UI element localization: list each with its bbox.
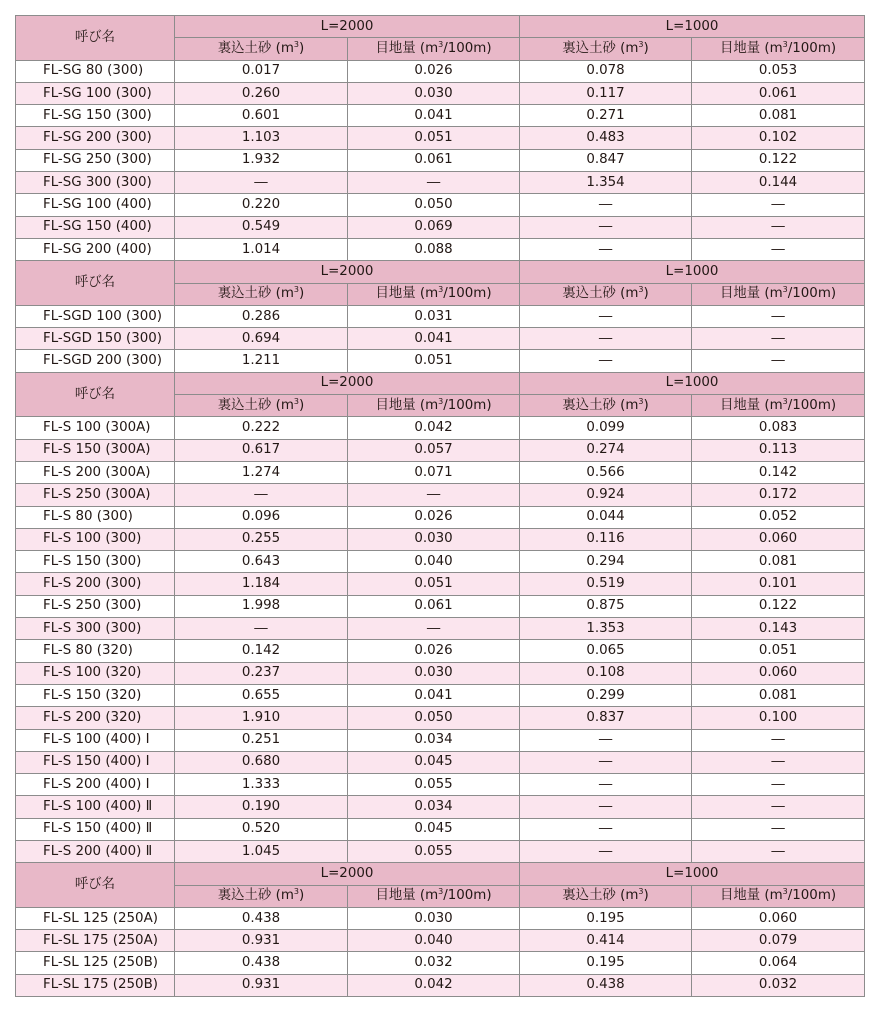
product-name: FL-S 150 (320) (16, 684, 175, 706)
table-row (16, 105, 865, 127)
backfill-soil-l2000: ― (175, 484, 348, 506)
backfill-soil-l1000: 0.414 (520, 930, 692, 952)
table-row (16, 818, 865, 840)
product-name: FL-S 100 (320) (16, 662, 175, 684)
backfill-soil-l2000: 0.190 (175, 796, 348, 818)
backfill-soil-l2000: 1.910 (175, 707, 348, 729)
product-name: FL-S 150 (400) Ⅰ (16, 751, 175, 773)
joint-volume-l1000: 0.100 (692, 707, 865, 729)
product-name: FL-SG 80 (300) (16, 60, 175, 82)
backfill-soil-l1000: 1.354 (520, 172, 692, 194)
joint-volume-l1000: ― (692, 328, 865, 350)
joint-label: 目地量 (m (719, 397, 783, 413)
backfill-soil-l2000: 0.680 (175, 751, 348, 773)
backfill-soil-l1000: ― (520, 328, 692, 350)
header-l1000: L=1000 (520, 863, 865, 885)
backfill-soil-l1000: 0.438 (520, 974, 692, 996)
backfill-soil-l1000: ― (520, 350, 692, 372)
backfill-soil-l1000: 0.099 (520, 417, 692, 439)
joint-unit-exponent: 3 (438, 396, 444, 406)
header-joint-volume (348, 38, 520, 60)
table-row (16, 216, 865, 238)
joint-unit-exponent: 3 (438, 285, 444, 295)
backfill-soil-l1000: 0.875 (520, 595, 692, 617)
backfill-soil-l2000: 0.438 (175, 952, 348, 974)
header-joint-volume (692, 885, 865, 907)
backfill-soil-l2000: 1.333 (175, 774, 348, 796)
joint-volume-l1000: 0.102 (692, 127, 865, 149)
soil-label: 裏込土砂 (m (562, 286, 639, 302)
backfill-soil-l1000: ― (520, 216, 692, 238)
soil-label: 裏込土砂 (m (217, 40, 294, 56)
product-name: FL-S 150 (300) (16, 551, 175, 573)
joint-volume-l1000: 0.144 (692, 172, 865, 194)
joint-volume-l2000: 0.055 (348, 840, 520, 862)
joint-volume-l1000: 0.081 (692, 684, 865, 706)
header-l1000: L=1000 (520, 261, 865, 283)
backfill-soil-l2000: 0.655 (175, 684, 348, 706)
backfill-soil-l2000: 1.014 (175, 238, 348, 260)
header-joint-volume (692, 283, 865, 305)
product-name: FL-S 100 (400) Ⅱ (16, 796, 175, 818)
header-name: 呼び名 (16, 16, 175, 61)
backfill-soil-l2000: 0.220 (175, 194, 348, 216)
backfill-soil-l2000: 0.255 (175, 528, 348, 550)
table-row (16, 127, 865, 149)
joint-volume-l2000: 0.041 (348, 105, 520, 127)
joint-volume-l2000: 0.061 (348, 595, 520, 617)
backfill-soil-l2000: 1.932 (175, 149, 348, 171)
table-row (16, 484, 865, 506)
table-row (16, 840, 865, 862)
backfill-soil-l2000: 0.222 (175, 417, 348, 439)
backfill-soil-l2000: 0.694 (175, 328, 348, 350)
joint-volume-l1000: ― (692, 751, 865, 773)
header-l2000: L=2000 (175, 16, 520, 38)
joint-volume-l2000: 0.057 (348, 439, 520, 461)
joint-unit-exponent: 3 (782, 396, 788, 406)
header-l1000: L=1000 (520, 16, 865, 38)
joint-volume-l1000: 0.122 (692, 149, 865, 171)
joint-volume-l1000: ― (692, 774, 865, 796)
backfill-soil-l2000: 0.017 (175, 60, 348, 82)
backfill-soil-l2000: 1.211 (175, 350, 348, 372)
joint-volume-l2000: 0.051 (348, 573, 520, 595)
section-header-fl-sgd (16, 261, 865, 283)
joint-volume-l1000: ― (692, 840, 865, 862)
table-row (16, 194, 865, 216)
table-row (16, 662, 865, 684)
joint-label-end: /100m) (787, 40, 837, 56)
volume-table (15, 15, 864, 997)
joint-volume-l2000: 0.041 (348, 328, 520, 350)
table-row (16, 751, 865, 773)
product-name: FL-SL 175 (250A) (16, 930, 175, 952)
joint-label: 目地量 (m (719, 286, 783, 302)
joint-volume-l1000: ― (692, 729, 865, 751)
joint-volume-l1000: ― (692, 216, 865, 238)
backfill-soil-l1000: 0.065 (520, 640, 692, 662)
backfill-soil-l1000: ― (520, 818, 692, 840)
backfill-soil-l1000: 0.108 (520, 662, 692, 684)
joint-volume-l1000: 0.060 (692, 662, 865, 684)
backfill-soil-l2000: 1.103 (175, 127, 348, 149)
joint-volume-l2000: 0.045 (348, 751, 520, 773)
joint-volume-l1000: ― (692, 194, 865, 216)
table-row (16, 417, 865, 439)
joint-volume-l2000: 0.034 (348, 796, 520, 818)
backfill-soil-l2000: 0.549 (175, 216, 348, 238)
product-name: FL-SG 300 (300) (16, 172, 175, 194)
backfill-soil-l2000: 1.045 (175, 840, 348, 862)
soil-label: 裏込土砂 (m (217, 888, 294, 904)
backfill-soil-l2000: 0.286 (175, 305, 348, 327)
joint-volume-l2000: ― (348, 484, 520, 506)
table-row (16, 729, 865, 751)
backfill-soil-l2000: ― (175, 618, 348, 640)
soil-label-end: ) (643, 888, 649, 904)
header-name: 呼び名 (16, 261, 175, 306)
joint-label-end: /100m) (443, 286, 492, 302)
soil-unit-exponent: 3 (293, 285, 299, 295)
joint-label-end: /100m) (443, 397, 492, 413)
product-name: FL-SGD 200 (300) (16, 350, 175, 372)
table-row (16, 305, 865, 327)
joint-volume-l1000: 0.113 (692, 439, 865, 461)
backfill-soil-l1000: 0.274 (520, 439, 692, 461)
soil-label-end: ) (298, 286, 305, 302)
backfill-soil-l2000: 1.184 (175, 573, 348, 595)
backfill-soil-l1000: ― (520, 774, 692, 796)
soil-label-end: ) (298, 40, 305, 56)
header-backfill-soil (520, 283, 692, 305)
backfill-soil-l2000: 0.601 (175, 105, 348, 127)
section-header-fl-s (16, 372, 865, 394)
joint-volume-l2000: 0.041 (348, 684, 520, 706)
table-row (16, 506, 865, 528)
joint-label: 目地量 (m (719, 40, 783, 56)
backfill-soil-l2000: 0.931 (175, 974, 348, 996)
joint-volume-l2000: 0.040 (348, 930, 520, 952)
joint-label-end: /100m) (443, 40, 492, 56)
joint-volume-l1000: 0.032 (692, 974, 865, 996)
product-name: FL-S 150 (300A) (16, 439, 175, 461)
joint-volume-l2000: 0.026 (348, 640, 520, 662)
joint-volume-l2000: 0.069 (348, 216, 520, 238)
table-row (16, 238, 865, 260)
joint-volume-l2000: 0.042 (348, 974, 520, 996)
table-body (16, 16, 865, 997)
header-l2000: L=2000 (175, 372, 520, 394)
joint-volume-l2000: 0.040 (348, 551, 520, 573)
product-name: FL-SL 175 (250B) (16, 974, 175, 996)
backfill-soil-l1000: 0.299 (520, 684, 692, 706)
soil-unit-exponent: 3 (638, 396, 644, 406)
joint-volume-l2000: 0.061 (348, 149, 520, 171)
backfill-soil-l2000: 0.251 (175, 729, 348, 751)
joint-volume-l2000: 0.042 (348, 417, 520, 439)
soil-unit-exponent: 3 (638, 39, 644, 49)
backfill-soil-l2000: 0.237 (175, 662, 348, 684)
table-row (16, 595, 865, 617)
table-row (16, 172, 865, 194)
table-row (16, 551, 865, 573)
backfill-soil-l1000: 0.294 (520, 551, 692, 573)
product-name: FL-S 200 (400) Ⅰ (16, 774, 175, 796)
soil-label: 裏込土砂 (m (217, 397, 294, 413)
soil-label-end: ) (298, 888, 305, 904)
header-backfill-soil (520, 395, 692, 417)
table-row (16, 707, 865, 729)
product-name: FL-S 80 (300) (16, 506, 175, 528)
backfill-soil-l1000: ― (520, 305, 692, 327)
backfill-soil-l2000: 0.520 (175, 818, 348, 840)
backfill-soil-l1000: ― (520, 729, 692, 751)
table-row (16, 149, 865, 171)
table-row (16, 573, 865, 595)
joint-volume-l1000: 0.081 (692, 551, 865, 573)
table-row (16, 907, 865, 929)
joint-volume-l1000: 0.142 (692, 461, 865, 483)
soil-label-end: ) (643, 40, 649, 56)
joint-volume-l1000: 0.060 (692, 907, 865, 929)
product-name: FL-S 200 (400) Ⅱ (16, 840, 175, 862)
soil-label-end: ) (643, 397, 649, 413)
joint-unit-exponent: 3 (782, 285, 788, 295)
joint-volume-l2000: 0.030 (348, 528, 520, 550)
soil-label: 裏込土砂 (m (562, 888, 639, 904)
joint-volume-l1000: 0.079 (692, 930, 865, 952)
header-backfill-soil (175, 283, 348, 305)
product-name: FL-SG 150 (400) (16, 216, 175, 238)
joint-volume-l1000: 0.060 (692, 528, 865, 550)
product-name: FL-SL 125 (250A) (16, 907, 175, 929)
backfill-soil-l1000: 0.837 (520, 707, 692, 729)
header-l1000: L=1000 (520, 372, 865, 394)
joint-volume-l2000: 0.055 (348, 774, 520, 796)
backfill-soil-l1000: 1.353 (520, 618, 692, 640)
joint-volume-l1000: 0.101 (692, 573, 865, 595)
soil-unit-exponent: 3 (638, 887, 644, 897)
soil-label-end: ) (643, 286, 649, 302)
header-l2000: L=2000 (175, 863, 520, 885)
header-joint-volume (348, 885, 520, 907)
joint-unit-exponent: 3 (782, 887, 788, 897)
backfill-soil-l2000: 0.438 (175, 907, 348, 929)
table-row (16, 439, 865, 461)
backfill-soil-l1000: 0.519 (520, 573, 692, 595)
joint-volume-l2000: 0.051 (348, 350, 520, 372)
product-name: FL-S 200 (300) (16, 573, 175, 595)
backfill-soil-l1000: ― (520, 840, 692, 862)
backfill-soil-l1000: ― (520, 238, 692, 260)
joint-volume-l2000: 0.032 (348, 952, 520, 974)
table-row (16, 60, 865, 82)
table-row (16, 350, 865, 372)
product-name: FL-SG 250 (300) (16, 149, 175, 171)
joint-volume-l1000: 0.052 (692, 506, 865, 528)
joint-volume-l1000: ― (692, 796, 865, 818)
table-row (16, 640, 865, 662)
header-backfill-soil (520, 38, 692, 60)
backfill-soil-l1000: 0.116 (520, 528, 692, 550)
product-name: FL-S 300 (300) (16, 618, 175, 640)
product-name: FL-SGD 150 (300) (16, 328, 175, 350)
backfill-soil-l2000: 0.617 (175, 439, 348, 461)
product-name: FL-S 100 (300A) (16, 417, 175, 439)
product-name: FL-SG 200 (400) (16, 238, 175, 260)
joint-volume-l1000: ― (692, 818, 865, 840)
product-name: FL-SG 100 (300) (16, 82, 175, 104)
joint-volume-l1000: 0.061 (692, 82, 865, 104)
product-name: FL-SL 125 (250B) (16, 952, 175, 974)
joint-label-end: /100m) (443, 888, 492, 904)
backfill-soil-l1000: 0.117 (520, 82, 692, 104)
table-row (16, 528, 865, 550)
joint-label: 目地量 (m (375, 888, 439, 904)
backfill-soil-l1000: ― (520, 751, 692, 773)
product-name: FL-S 150 (400) Ⅱ (16, 818, 175, 840)
header-backfill-soil (175, 395, 348, 417)
joint-volume-l1000: 0.051 (692, 640, 865, 662)
backfill-soil-l1000: ― (520, 194, 692, 216)
joint-unit-exponent: 3 (438, 39, 444, 49)
header-name: 呼び名 (16, 372, 175, 417)
table-row (16, 974, 865, 996)
backfill-soil-l2000: 0.096 (175, 506, 348, 528)
joint-volume-l2000: 0.026 (348, 60, 520, 82)
backfill-soil-l1000: 0.924 (520, 484, 692, 506)
backfill-soil-l2000: 0.142 (175, 640, 348, 662)
joint-label: 目地量 (m (375, 286, 439, 302)
joint-label: 目地量 (m (375, 397, 439, 413)
product-name: FL-SGD 100 (300) (16, 305, 175, 327)
header-joint-volume (692, 395, 865, 417)
joint-volume-l1000: ― (692, 305, 865, 327)
joint-volume-l2000: 0.034 (348, 729, 520, 751)
soil-unit-exponent: 3 (638, 285, 644, 295)
joint-volume-l1000: 0.172 (692, 484, 865, 506)
table-row (16, 796, 865, 818)
table-row (16, 328, 865, 350)
section-header-fl-sl (16, 863, 865, 885)
product-name: FL-SG 150 (300) (16, 105, 175, 127)
backfill-soil-l2000: 0.931 (175, 930, 348, 952)
joint-label: 目地量 (m (719, 888, 783, 904)
joint-volume-l1000: 0.081 (692, 105, 865, 127)
joint-volume-l1000: 0.122 (692, 595, 865, 617)
joint-volume-l2000: ― (348, 172, 520, 194)
joint-label: 目地量 (m (375, 40, 439, 56)
joint-volume-l2000: 0.071 (348, 461, 520, 483)
backfill-soil-l1000: 0.195 (520, 952, 692, 974)
product-name: FL-S 250 (300A) (16, 484, 175, 506)
table-row (16, 82, 865, 104)
table-row (16, 684, 865, 706)
joint-volume-l1000: 0.064 (692, 952, 865, 974)
product-name: FL-S 100 (400) Ⅰ (16, 729, 175, 751)
joint-volume-l2000: 0.030 (348, 907, 520, 929)
joint-volume-l1000: 0.143 (692, 618, 865, 640)
backfill-soil-l2000: 0.260 (175, 82, 348, 104)
backfill-soil-l1000: 0.847 (520, 149, 692, 171)
joint-volume-l1000: ― (692, 238, 865, 260)
backfill-soil-l1000: 0.044 (520, 506, 692, 528)
soil-label: 裏込土砂 (m (562, 40, 639, 56)
product-name: FL-SG 200 (300) (16, 127, 175, 149)
joint-volume-l1000: 0.083 (692, 417, 865, 439)
joint-label-end: /100m) (787, 888, 837, 904)
joint-label-end: /100m) (787, 286, 837, 302)
spec-table (15, 15, 865, 997)
joint-volume-l2000: 0.050 (348, 707, 520, 729)
backfill-soil-l1000: 0.078 (520, 60, 692, 82)
joint-label-end: /100m) (787, 397, 837, 413)
joint-unit-exponent: 3 (782, 39, 788, 49)
header-backfill-soil (175, 38, 348, 60)
backfill-soil-l1000: 0.195 (520, 907, 692, 929)
table-row (16, 930, 865, 952)
header-joint-volume (348, 395, 520, 417)
header-joint-volume (348, 283, 520, 305)
joint-volume-l1000: 0.053 (692, 60, 865, 82)
soil-unit-exponent: 3 (293, 887, 299, 897)
joint-volume-l1000: ― (692, 350, 865, 372)
table-row (16, 618, 865, 640)
backfill-soil-l2000: 1.274 (175, 461, 348, 483)
section-header-fl-sg (16, 16, 865, 38)
backfill-soil-l2000: ― (175, 172, 348, 194)
product-name: FL-S 200 (320) (16, 707, 175, 729)
table-row (16, 952, 865, 974)
product-name: FL-S 80 (320) (16, 640, 175, 662)
table-row (16, 461, 865, 483)
header-name: 呼び名 (16, 863, 175, 908)
joint-volume-l2000: 0.050 (348, 194, 520, 216)
joint-volume-l2000: 0.031 (348, 305, 520, 327)
product-name: FL-SG 100 (400) (16, 194, 175, 216)
soil-unit-exponent: 3 (293, 39, 299, 49)
header-backfill-soil (175, 885, 348, 907)
soil-label-end: ) (298, 397, 305, 413)
backfill-soil-l2000: 1.998 (175, 595, 348, 617)
product-name: FL-S 250 (300) (16, 595, 175, 617)
header-joint-volume (692, 38, 865, 60)
backfill-soil-l1000: 0.271 (520, 105, 692, 127)
backfill-soil-l1000: 0.483 (520, 127, 692, 149)
joint-volume-l2000: 0.051 (348, 127, 520, 149)
joint-volume-l2000: ― (348, 618, 520, 640)
joint-unit-exponent: 3 (438, 887, 444, 897)
backfill-soil-l1000: 0.566 (520, 461, 692, 483)
joint-volume-l2000: 0.045 (348, 818, 520, 840)
header-l2000: L=2000 (175, 261, 520, 283)
soil-unit-exponent: 3 (293, 396, 299, 406)
table-row (16, 774, 865, 796)
joint-volume-l2000: 0.088 (348, 238, 520, 260)
backfill-soil-l1000: ― (520, 796, 692, 818)
product-name: FL-S 100 (300) (16, 528, 175, 550)
backfill-soil-l2000: 0.643 (175, 551, 348, 573)
header-backfill-soil (520, 885, 692, 907)
soil-label: 裏込土砂 (m (562, 397, 639, 413)
joint-volume-l2000: 0.030 (348, 662, 520, 684)
joint-volume-l2000: 0.026 (348, 506, 520, 528)
soil-label: 裏込土砂 (m (217, 286, 294, 302)
joint-volume-l2000: 0.030 (348, 82, 520, 104)
product-name: FL-S 200 (300A) (16, 461, 175, 483)
